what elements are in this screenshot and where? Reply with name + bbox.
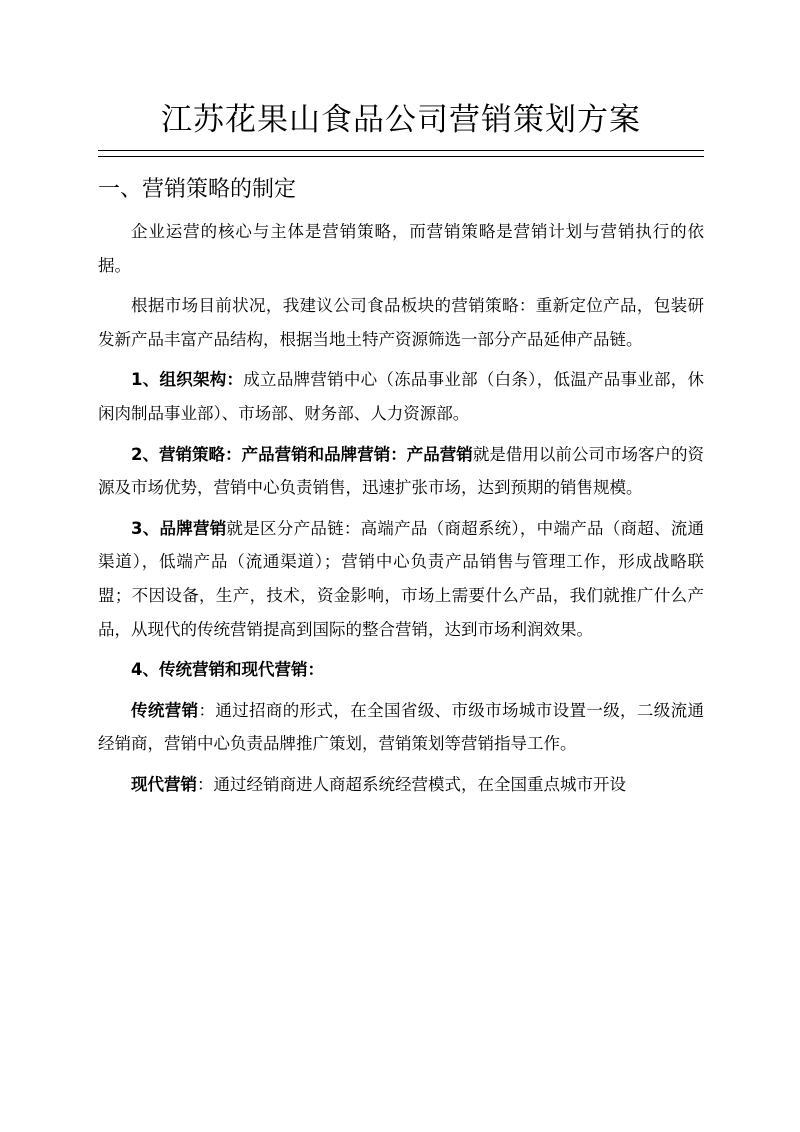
- paragraph: [98, 653, 704, 687]
- paragraph-lead: 4、传统营销和现代营销：: [131, 660, 324, 680]
- paragraph-text: ：通过经销商进人商超系统经营模式，在全国重点城市开设: [197, 774, 626, 794]
- paragraph-lead: 3、品牌营销: [131, 518, 227, 538]
- paragraph: [98, 694, 704, 761]
- paragraph-lead: 2、营销策略：产品营销和品牌营销：产品营销: [131, 444, 473, 464]
- section-heading: 一、营销策略的制定: [98, 177, 297, 202]
- document-title: 江苏花果山食品公司营销策划方案: [161, 102, 641, 138]
- paragraph-text: 企业运营的核心与主体是营销策略，而营销策略是营销计划与营销执行的依据。: [98, 222, 704, 275]
- paragraph-lead: 现代营销: [131, 774, 197, 794]
- title-rule-bottom: [98, 156, 704, 157]
- paragraph: [98, 768, 704, 802]
- paragraph: [98, 512, 704, 646]
- document-body: [98, 215, 704, 809]
- paragraph-text: ：通过招商的形式，在全国省级、市级市场城市设置一级，二级流通经销商，营销中心负责品牌推广策划，营销策划等营销指导工作。: [98, 700, 705, 754]
- paragraph: [98, 289, 704, 356]
- paragraph: [98, 363, 704, 430]
- paragraph-text: 就是区分产品链：高端产品（商超系统），中端产品（商超、流通渠道），低端产品（流通渠道）；营销中心负责产品销售与管理工作，形成战略联盟；不因设备，生产，技术，资金影响，市场上需要什么产品，我们就推广什么产品，从现代的传统营销提高到国际的整合营销，达到市场利润效果。: [98, 518, 704, 639]
- paragraph: [98, 438, 704, 505]
- paragraph-lead: 1、组织架构：: [131, 370, 244, 390]
- paragraph-text: 根据市场目前状况，我建议公司食品板块的营销策略：重新定位产品，包装研发新产品丰富产品结构，根据当地土特产资源筛选一部分产品延伸产品链。: [98, 296, 704, 349]
- title-rule-top: [98, 150, 704, 151]
- paragraph-text: 就是借用以前公司市场客户的资源及市场优势，营销中心负责销售，迅速扩张市场，达到预期的销售规模。: [98, 444, 705, 498]
- paragraph-lead: 传统营销: [131, 700, 199, 720]
- paragraph-text: 成立品牌营销中心（冻品事业部（白条），低温产品事业部，休闲肉制品事业部）、市场部、财务部、人力资源部。: [98, 370, 705, 423]
- paragraph: [98, 215, 704, 282]
